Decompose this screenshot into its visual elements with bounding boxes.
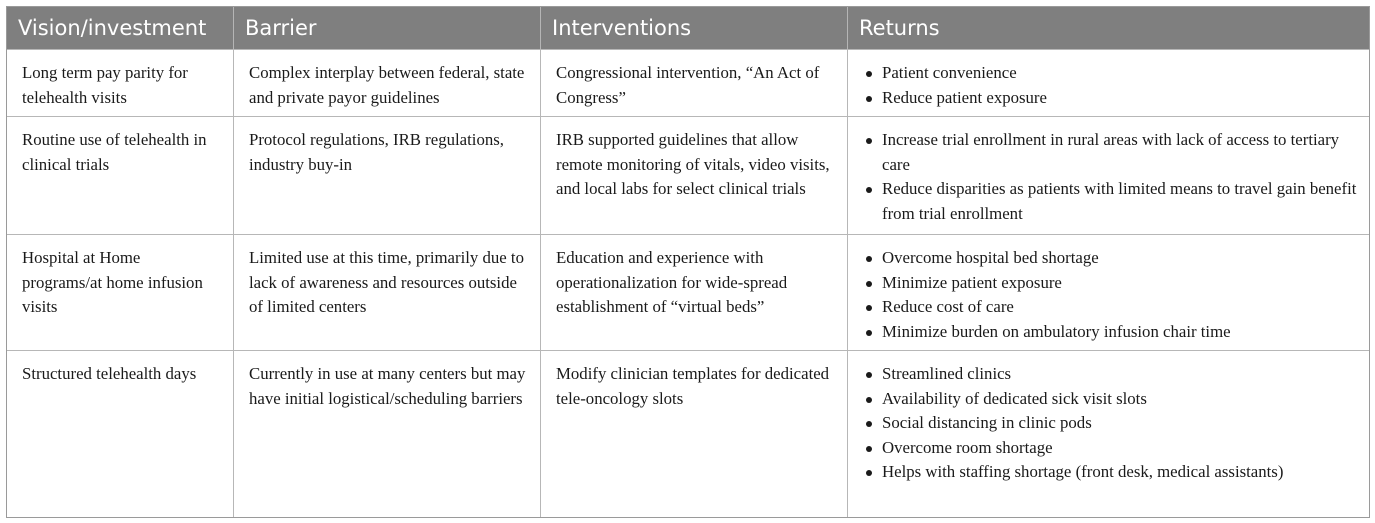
returns-item: Helps with staffing shortage (front desk, medical assistants) xyxy=(864,460,1359,485)
returns-item: Minimize burden on ambulatory infusion chair time xyxy=(864,320,1359,345)
row-2-interventions: IRB supported guidelines that allow remote monitoring of vitals, video visits, and local labs for select clinical trials xyxy=(540,116,847,234)
row-4-vision: Structured telehealth days xyxy=(7,350,233,517)
row-1-interventions: Congressional intervention, “An Act of Congress” xyxy=(540,49,847,116)
row-3-barrier: Limited use at this time, primarily due to lack of awareness and resources outside of limited centers xyxy=(233,234,540,350)
returns-list xyxy=(864,246,1359,344)
row-3-vision: Hospital at Home programs/at home infusion visits xyxy=(7,234,233,350)
row-4-interventions: Modify clinician templates for dedicated tele-oncology slots xyxy=(540,350,847,517)
returns-item: Reduce disparities as patients with limited means to travel gain benefit from trial enrollment xyxy=(864,177,1359,226)
returns-item: Increase trial enrollment in rural areas with lack of access to tertiary care xyxy=(864,128,1359,177)
returns-item: Patient convenience xyxy=(864,61,1359,86)
returns-item: Availability of dedicated sick visit slots xyxy=(864,387,1359,412)
returns-list xyxy=(864,362,1359,485)
header-barrier: Barrier xyxy=(233,7,540,49)
row-1-returns xyxy=(847,49,1369,116)
header-returns: Returns xyxy=(847,7,1369,49)
header-interventions: Interventions xyxy=(540,7,847,49)
header-vision: Vision/investment xyxy=(7,7,233,49)
returns-list xyxy=(864,128,1359,226)
returns-item: Overcome room shortage xyxy=(864,436,1359,461)
row-3-interventions: Education and experience with operationalization for wide-spread establishment of “virtual beds” xyxy=(540,234,847,350)
telehealth-table xyxy=(6,6,1370,518)
returns-list xyxy=(864,61,1359,110)
row-3-returns xyxy=(847,234,1369,350)
row-1-barrier: Complex interplay between federal, state and private payor guidelines xyxy=(233,49,540,116)
returns-item: Streamlined clinics xyxy=(864,362,1359,387)
returns-item: Minimize patient exposure xyxy=(864,271,1359,296)
row-4-returns xyxy=(847,350,1369,517)
row-1-vision: Long term pay parity for telehealth visits xyxy=(7,49,233,116)
row-4-barrier: Currently in use at many centers but may have initial logistical/scheduling barriers xyxy=(233,350,540,517)
returns-item: Overcome hospital bed shortage xyxy=(864,246,1359,271)
returns-item: Social distancing in clinic pods xyxy=(864,411,1359,436)
row-2-returns xyxy=(847,116,1369,234)
row-2-barrier: Protocol regulations, IRB regulations, industry buy-in xyxy=(233,116,540,234)
returns-item: Reduce cost of care xyxy=(864,295,1359,320)
row-2-vision: Routine use of telehealth in clinical trials xyxy=(7,116,233,234)
returns-item: Reduce patient exposure xyxy=(864,86,1359,111)
